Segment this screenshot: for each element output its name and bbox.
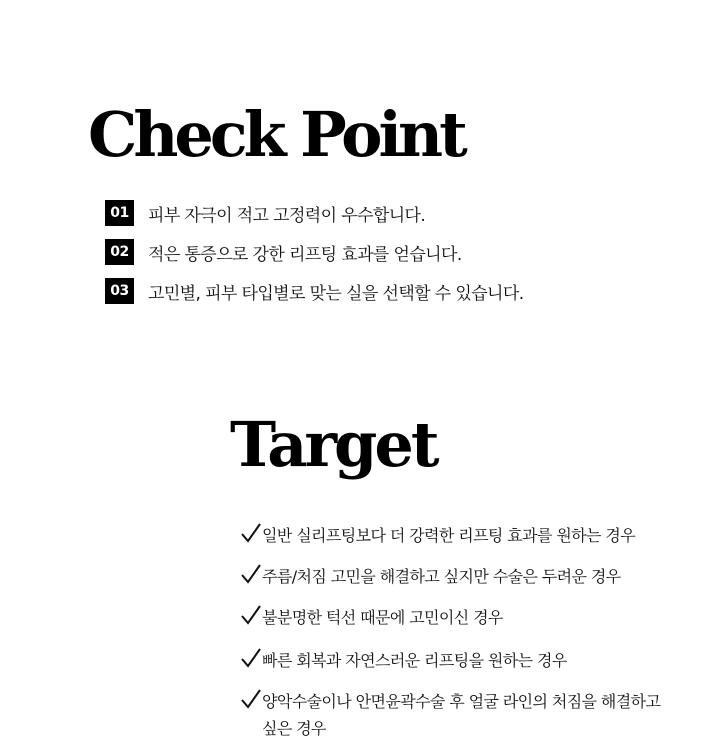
check-point-item (105, 200, 524, 226)
target-text: 빠른 회복과 자연스러운 리프팅을 원하는 경우 (262, 651, 567, 670)
target-item (240, 688, 672, 742)
check-point-item (105, 278, 524, 304)
check-point-list (105, 200, 524, 317)
check-point-item (105, 239, 524, 265)
number-badge: 01 (105, 200, 134, 226)
checkmark-icon (240, 688, 262, 710)
target-list (240, 522, 672, 742)
target-title: Target (230, 408, 437, 481)
check-point-title: Check Point (88, 98, 464, 171)
target-text: 일반 실리프팅보다 더 강력한 리프팅 효과를 원하는 경우 (262, 526, 636, 545)
check-point-text: 피부 자극이 적고 고정력이 우수합니다. (148, 205, 426, 226)
checkmark-icon (240, 563, 262, 585)
target-text: 불분명한 턱선 때문에 고민이신 경우 (262, 608, 503, 627)
target-item (240, 522, 672, 549)
target-item (240, 563, 672, 590)
check-point-text: 적은 통증으로 강한 리프팅 효과를 얻습니다. (148, 244, 462, 265)
target-text: 양악수술이나 안면윤곽수술 후 얼굴 라인의 처짐을 해결하고 싶은 경우 (262, 692, 661, 738)
check-point-text: 고민별, 피부 타입별로 맞는 실을 선택할 수 있습니다. (148, 283, 524, 304)
checkmark-icon (240, 647, 262, 669)
checkmark-icon (240, 522, 262, 544)
checkmark-icon (240, 604, 262, 626)
target-item (240, 604, 672, 631)
number-badge: 03 (105, 278, 134, 304)
target-item (240, 647, 672, 674)
number-badge: 02 (105, 239, 134, 265)
target-text: 주름/처짐 고민을 해결하고 싶지만 수술은 두려운 경우 (262, 567, 621, 586)
